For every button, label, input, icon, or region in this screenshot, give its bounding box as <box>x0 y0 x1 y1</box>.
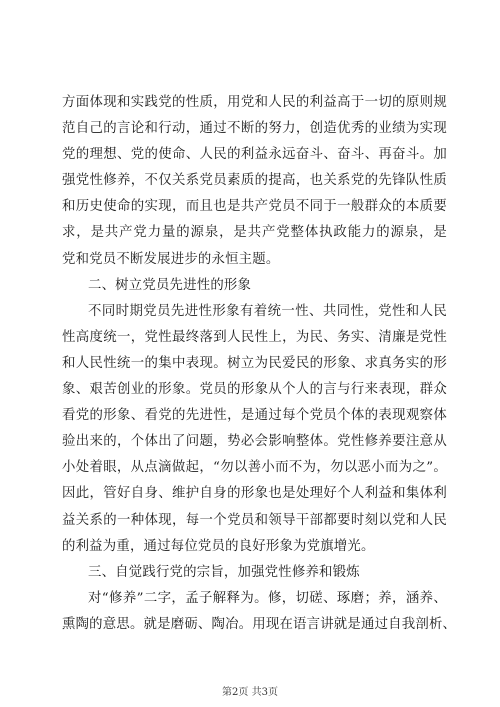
paragraph-line: 因此，管好自身、维护自身的形象也是处理好个人利益和集体利 <box>62 486 447 502</box>
section-heading: 二、树立党员先进性的形象 <box>88 277 252 293</box>
paragraph-line: 和人民性统一的集中表现。树立为民爱民的形象、求真务实的形 <box>62 355 447 371</box>
paragraph-line: 对“修养”二字，孟子解释为。修，切磋、琢磨；养，涵养、 <box>88 590 447 606</box>
paragraph-line: 和历史使命的实现，而且也是共产党员不同于一般群众的本质要 <box>62 199 447 215</box>
paragraph-line: 不同时期党员先进性形象有着统一性、共同性，党性和人民 <box>88 303 447 319</box>
paragraph-line: 象、艰苦创业的形象。党员的形象从个人的言与行来表现，群众 <box>62 382 447 398</box>
paragraph-line: 验出来的，个体出了问题，势必会影响整体。党性修养要注意从 <box>62 434 447 450</box>
paragraph-line: 党的理想、党的使命、人民的利益永远奋斗、奋斗、再奋斗。加 <box>62 147 447 163</box>
paragraph-line: 范自己的言论和行动，通过不断的努力，创造优秀的业绩为实现 <box>62 121 447 137</box>
paragraph-line: 益关系的一种体现，每一个党员和领导干部都要时刻以党和人民 <box>62 512 447 528</box>
paragraph-line: 党和党员不断发展进步的永恒主题。 <box>62 251 280 267</box>
page-number-footer: 第2页 共3页 <box>222 687 278 698</box>
paragraph-line: 熏陶的意思。就是磨砺、陶冶。用现在语言讲就是通过自我剖析、 <box>62 616 457 632</box>
paragraph-line: 强党性修养，不仅关系党员素质的提高，也关系党的先锋队性质 <box>62 173 447 189</box>
paragraph-line: 性高度统一，党性最终落到人民性上，为民、务实、清廉是党性 <box>62 329 447 345</box>
paragraph-line: 看党的形象、看党的先进性，是通过每个党员个体的表现观察体 <box>62 408 447 424</box>
section-heading: 三、自觉践行党的宗旨，加强党性修养和锻炼 <box>88 564 360 580</box>
paragraph-line: 的利益为重，通过每位党员的良好形象为党旗增光。 <box>62 538 375 554</box>
paragraph-line: 求，是共产党力量的源泉，是共产党整体执政能力的源泉，是 <box>62 225 447 241</box>
paragraph-line: 方面体现和实践党的性质，用党和人民的利益高于一切的原则规 <box>62 95 447 110</box>
document-body <box>62 90 457 638</box>
paragraph-line: 小处着眼，从点滴做起，“勿以善小而不为，勿以恶小而为之”。 <box>62 460 447 476</box>
